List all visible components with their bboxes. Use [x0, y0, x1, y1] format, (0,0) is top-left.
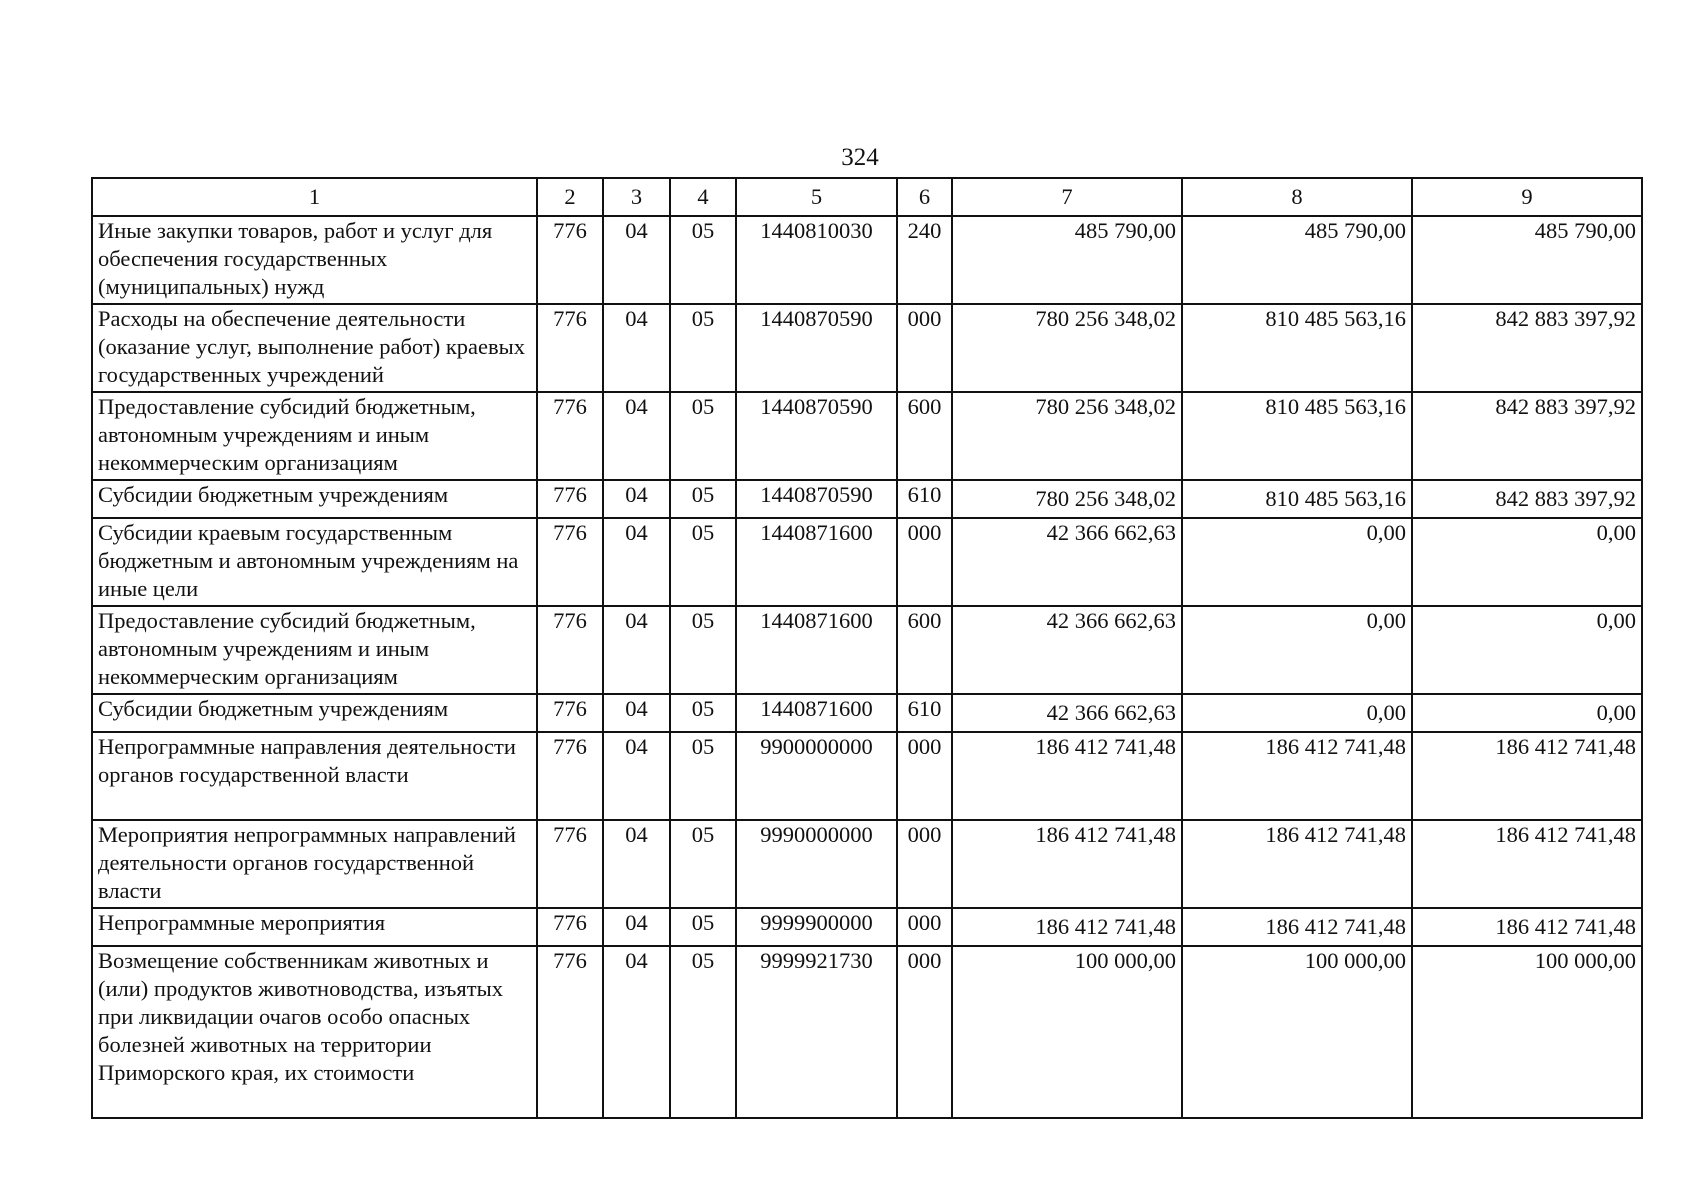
row-name: Субсидии бюджетным учреждениям	[92, 694, 537, 732]
row-code-2: 776	[537, 820, 603, 908]
row-code-6: 600	[897, 606, 952, 694]
row-amount-8: 810 485 563,16	[1182, 480, 1412, 518]
row-amount-7: 186 412 741,48	[952, 820, 1182, 908]
row-code-4: 05	[670, 732, 736, 820]
row-code-2: 776	[537, 304, 603, 392]
row-code-6: 610	[897, 480, 952, 518]
row-code-5: 1440871600	[736, 518, 897, 606]
budget-table	[91, 177, 1643, 1119]
table-row	[92, 908, 1642, 946]
row-code-4: 05	[670, 946, 736, 1118]
row-code-4: 05	[670, 820, 736, 908]
row-amount-7: 186 412 741,48	[952, 908, 1182, 946]
row-amount-7: 42 366 662,63	[952, 606, 1182, 694]
row-code-6: 600	[897, 392, 952, 480]
table-row	[92, 694, 1642, 732]
header-row	[92, 178, 1642, 216]
row-amount-7: 42 366 662,63	[952, 518, 1182, 606]
row-name: Расходы на обеспечение деятельности (оказание услуг, выполнение работ) краевых государственных учреждений	[92, 304, 537, 392]
row-code-2: 776	[537, 732, 603, 820]
column-header-1: 1	[92, 178, 537, 216]
row-code-3: 04	[603, 606, 670, 694]
row-amount-8: 810 485 563,16	[1182, 392, 1412, 480]
row-code-2: 776	[537, 694, 603, 732]
table-row	[92, 518, 1642, 606]
column-header-8: 8	[1182, 178, 1412, 216]
row-amount-8: 186 412 741,48	[1182, 908, 1412, 946]
row-code-4: 05	[670, 518, 736, 606]
row-amount-8: 0,00	[1182, 518, 1412, 606]
row-code-3: 04	[603, 480, 670, 518]
row-code-5: 9990000000	[736, 820, 897, 908]
table-row	[92, 606, 1642, 694]
row-code-6: 000	[897, 908, 952, 946]
table-row	[92, 732, 1642, 820]
row-name: Субсидии бюджетным учреждениям	[92, 480, 537, 518]
column-header-4: 4	[670, 178, 736, 216]
row-name: Предоставление субсидий бюджетным, автономным учреждениям и иным некоммерческим организациям	[92, 606, 537, 694]
row-name: Субсидии краевым государственным бюджетным и автономным учреждениям на иные цели	[92, 518, 537, 606]
column-header-3: 3	[603, 178, 670, 216]
row-code-3: 04	[603, 946, 670, 1118]
row-amount-7: 485 790,00	[952, 216, 1182, 304]
column-header-5: 5	[736, 178, 897, 216]
row-amount-7: 186 412 741,48	[952, 732, 1182, 820]
row-amount-8: 0,00	[1182, 694, 1412, 732]
row-code-4: 05	[670, 392, 736, 480]
row-amount-7: 780 256 348,02	[952, 480, 1182, 518]
row-code-6: 610	[897, 694, 952, 732]
table-row	[92, 304, 1642, 392]
row-code-3: 04	[603, 518, 670, 606]
row-code-6: 000	[897, 304, 952, 392]
row-name: Непрограммные направления деятельности органов государственной власти	[92, 732, 537, 820]
row-code-5: 1440871600	[736, 606, 897, 694]
row-amount-8: 485 790,00	[1182, 216, 1412, 304]
row-code-4: 05	[670, 908, 736, 946]
row-code-4: 05	[670, 480, 736, 518]
row-code-5: 1440871600	[736, 694, 897, 732]
row-name: Возмещение собственникам животных и (или) продуктов животноводства, изъятых при ликвидации очагов особо опасных болезней животных на территории Приморского края, их стоимости	[92, 946, 537, 1118]
row-amount-9: 485 790,00	[1412, 216, 1642, 304]
row-amount-7: 42 366 662,63	[952, 694, 1182, 732]
row-code-5: 1440810030	[736, 216, 897, 304]
row-code-4: 05	[670, 606, 736, 694]
row-code-2: 776	[537, 216, 603, 304]
row-code-6: 000	[897, 732, 952, 820]
row-amount-8: 0,00	[1182, 606, 1412, 694]
row-name: Предоставление субсидий бюджетным, автономным учреждениям и иным некоммерческим организациям	[92, 392, 537, 480]
row-amount-8: 810 485 563,16	[1182, 304, 1412, 392]
table-row	[92, 216, 1642, 304]
row-amount-8: 100 000,00	[1182, 946, 1412, 1118]
row-amount-9: 186 412 741,48	[1412, 732, 1642, 820]
row-code-5: 9999921730	[736, 946, 897, 1118]
row-code-2: 776	[537, 392, 603, 480]
row-code-6: 000	[897, 518, 952, 606]
row-code-5: 1440870590	[736, 480, 897, 518]
row-code-4: 05	[670, 304, 736, 392]
column-header-2: 2	[537, 178, 603, 216]
row-code-6: 240	[897, 216, 952, 304]
row-code-3: 04	[603, 304, 670, 392]
row-amount-8: 186 412 741,48	[1182, 732, 1412, 820]
row-code-3: 04	[603, 732, 670, 820]
row-code-4: 05	[670, 216, 736, 304]
row-amount-9: 842 883 397,92	[1412, 304, 1642, 392]
row-code-6: 000	[897, 946, 952, 1118]
row-code-2: 776	[537, 518, 603, 606]
table-row	[92, 480, 1642, 518]
row-name: Непрограммные мероприятия	[92, 908, 537, 946]
row-code-3: 04	[603, 694, 670, 732]
page-number: 324	[841, 144, 879, 171]
row-code-6: 000	[897, 820, 952, 908]
column-header-9: 9	[1412, 178, 1642, 216]
row-amount-9: 0,00	[1412, 606, 1642, 694]
row-code-3: 04	[603, 216, 670, 304]
table-row	[92, 820, 1642, 908]
row-code-3: 04	[603, 392, 670, 480]
row-code-5: 1440870590	[736, 304, 897, 392]
row-code-3: 04	[603, 820, 670, 908]
row-amount-9: 186 412 741,48	[1412, 820, 1642, 908]
row-code-3: 04	[603, 908, 670, 946]
row-amount-9: 842 883 397,92	[1412, 480, 1642, 518]
row-amount-9: 842 883 397,92	[1412, 392, 1642, 480]
row-code-2: 776	[537, 946, 603, 1118]
row-name: Иные закупки товаров, работ и услуг для обеспечения государственных (муниципальных) нужд	[92, 216, 537, 304]
row-code-2: 776	[537, 606, 603, 694]
row-code-2: 776	[537, 480, 603, 518]
table-row	[92, 392, 1642, 480]
row-code-2: 776	[537, 908, 603, 946]
column-header-7: 7	[952, 178, 1182, 216]
table-row	[92, 946, 1642, 1118]
row-amount-8: 186 412 741,48	[1182, 820, 1412, 908]
row-code-5: 9999900000	[736, 908, 897, 946]
row-amount-9: 186 412 741,48	[1412, 908, 1642, 946]
row-amount-9: 0,00	[1412, 694, 1642, 732]
row-code-5: 9900000000	[736, 732, 897, 820]
row-amount-7: 780 256 348,02	[952, 392, 1182, 480]
row-code-4: 05	[670, 694, 736, 732]
row-code-5: 1440870590	[736, 392, 897, 480]
column-header-6: 6	[897, 178, 952, 216]
row-amount-9: 0,00	[1412, 518, 1642, 606]
row-name: Мероприятия непрограммных направлений деятельности органов государственной власти	[92, 820, 537, 908]
row-amount-7: 100 000,00	[952, 946, 1182, 1118]
row-amount-7: 780 256 348,02	[952, 304, 1182, 392]
row-amount-9: 100 000,00	[1412, 946, 1642, 1118]
